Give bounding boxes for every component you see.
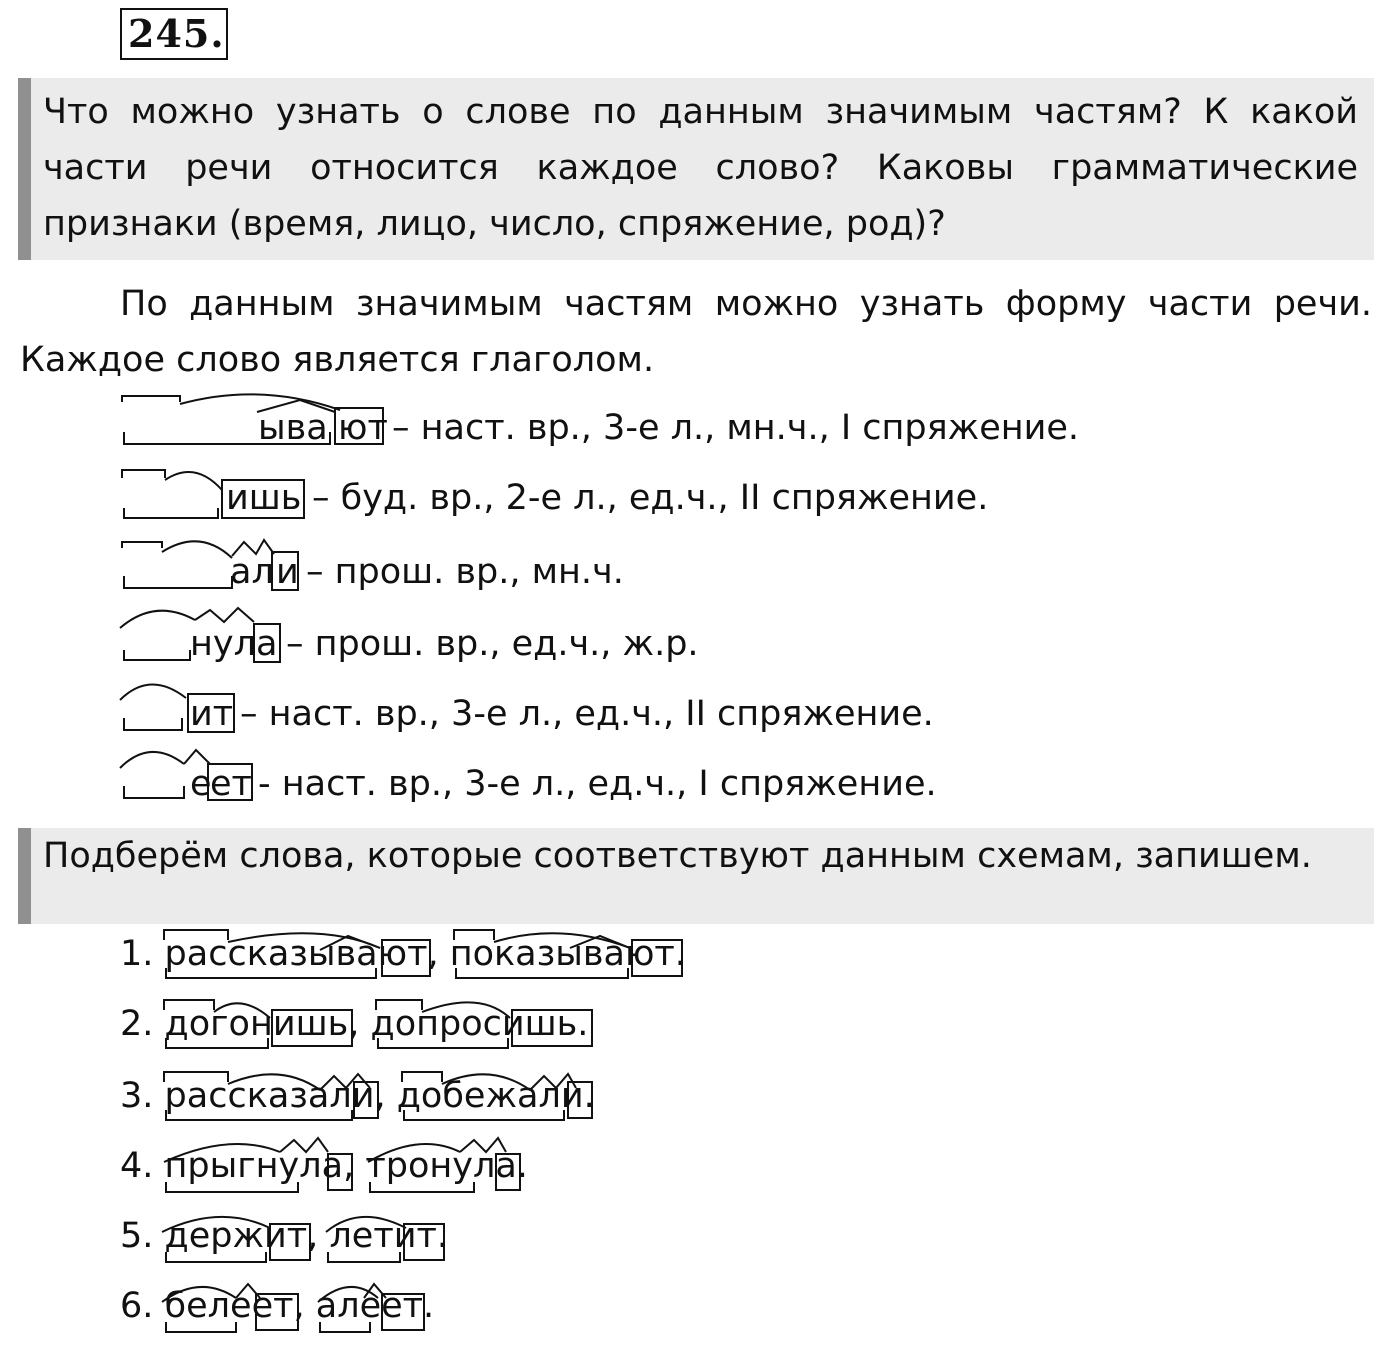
answer-text-6: 6. белеет, алеет.	[120, 1286, 435, 1326]
scheme-suffix-4: нул	[190, 624, 256, 664]
scheme-ending-4: а	[256, 624, 278, 664]
answer-word-5b: летит	[329, 1216, 437, 1256]
scheme-ending-3: и	[276, 552, 299, 592]
answer-word-2b: допросишь	[370, 1004, 578, 1044]
answer-end-6: .	[423, 1286, 435, 1326]
scheme-desc-4: – прош. вр., ед.ч., ж.р.	[286, 624, 699, 664]
scheme-row-6	[0, 744, 1300, 804]
answer-word-3b: добежали	[396, 1076, 584, 1116]
scheme-desc-2: – буд. вр., 2-е л., ед.ч., II спряжение.	[312, 478, 989, 518]
answer-num-3: 3.	[120, 1076, 154, 1116]
scheme-suffix-1: ыва	[258, 408, 328, 448]
scheme-ending-1: ют	[338, 408, 388, 448]
scheme-row-1	[0, 392, 1300, 452]
scheme-suffix-6: е	[190, 764, 212, 804]
scheme-row-2	[0, 466, 1300, 526]
answer-row-3	[120, 1068, 1320, 1128]
answer-num-4: 4.	[120, 1146, 154, 1186]
answer-num-1: 1.	[120, 934, 154, 974]
answer-text-2: 2. догонишь, допросишь.	[120, 1004, 589, 1044]
answer-text-1: 1. рассказывают, показывают.	[120, 934, 686, 974]
answer-row-6	[120, 1278, 1320, 1338]
task-instruction: Подберём слова, которые соответствуют данным схемам, запишем.	[18, 828, 1374, 924]
scheme-desc-5: – наст. вр., 3-е л., ед.ч., II спряжение.	[240, 694, 934, 734]
scheme-row-4	[0, 606, 1300, 666]
answer-end-2: .	[577, 1004, 589, 1044]
answer-end-1: .	[674, 934, 686, 974]
answer-num-2: 2.	[120, 1004, 154, 1044]
answer-word-6a: белеет	[164, 1286, 294, 1326]
scheme-desc-3: – прош. вр., мн.ч.	[306, 552, 624, 592]
answer-num-6: 6.	[120, 1286, 154, 1326]
scheme-row-3	[0, 536, 1300, 596]
answer-row-1	[120, 926, 1320, 986]
exercise-number: 245.	[120, 8, 228, 60]
scheme-desc-1: – наст. вр., 3-е л., мн.ч., I спряжение.	[392, 408, 1080, 448]
answer-row-2	[120, 996, 1320, 1056]
answer-row-4	[120, 1138, 1320, 1198]
task-question: Что можно узнать о слове по данным значимым частям? К какой части речи относится каждое слово? Каковы грамматические признаки (время, лицо, число, спряжение, род)?	[18, 78, 1374, 260]
answer-word-2a: догонишь	[164, 1004, 349, 1044]
answer-text-5: 5. держит, летит.	[120, 1216, 449, 1256]
answer-end-3: .	[583, 1076, 595, 1116]
answer-word-1a: рассказывают	[164, 934, 428, 974]
answer-text-4: 4. прыгнула, тронула.	[120, 1146, 528, 1186]
scheme-row-5	[0, 676, 1300, 736]
answer-word-6b: алеет	[315, 1286, 424, 1326]
scheme-ending-2: ишь	[226, 478, 302, 518]
scheme-desc-6: - наст. вр., 3-е л., ед.ч., I спряжение.	[258, 764, 937, 804]
answer-word-3a: рассказали	[164, 1076, 375, 1116]
answer-end-4: .	[516, 1146, 528, 1186]
scheme-suffix-3: ал	[230, 552, 274, 592]
answer-word-4b: тронула	[365, 1146, 517, 1186]
scheme-ending-6: ет	[210, 764, 252, 804]
answer-paragraph: По данным значимым частям можно узнать форму части речи. Каждое слово является глаголом.	[20, 284, 1372, 380]
scheme-ending-5: ит	[190, 694, 234, 734]
answer-row-5	[120, 1208, 1320, 1268]
answer-word-1b: показывают	[449, 934, 675, 974]
answer-num-5: 5.	[120, 1216, 154, 1256]
answer-word-4a: прыгнула	[164, 1146, 344, 1186]
answer-end-5: .	[436, 1216, 449, 1256]
answer-text-3: 3. рассказали, добежали.	[120, 1076, 595, 1116]
answer-word-5a: держит	[164, 1216, 308, 1256]
